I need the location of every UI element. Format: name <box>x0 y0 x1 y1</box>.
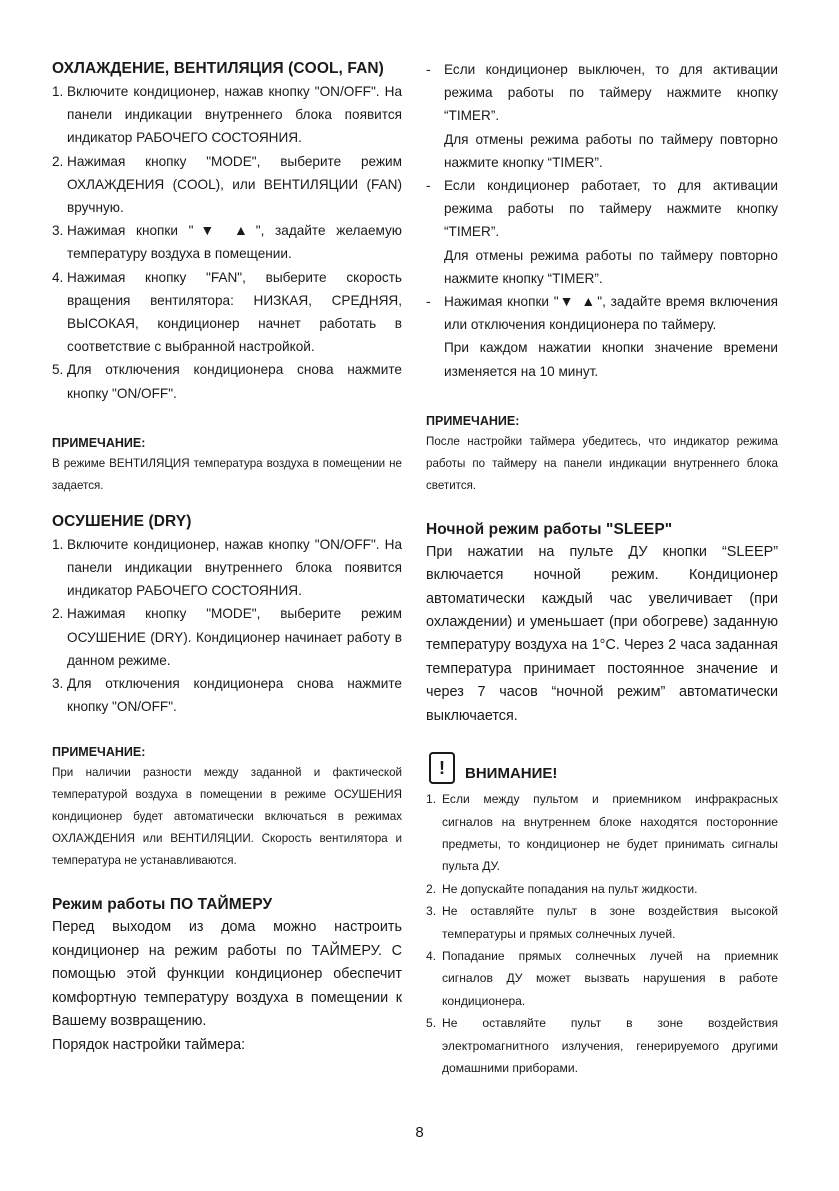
warning-icon: ! <box>429 752 455 784</box>
list-subtext: Для отмены режима работы по таймеру повторно нажмите кнопку “TIMER”. <box>444 131 778 170</box>
list-item: 4. Нажимая кнопку "FAN", выберите скорость вращения вентилятора: НИЗКАЯ, СРЕДНЯЯ, ВЫСОКАЯ, кондиционер начнет работать в соответствие с выбранной настройкой. <box>52 269 402 355</box>
list-item: - Нажимая кнопки "▼ ▲", задайте время включения или отключения кондиционера по таймеру. <box>426 293 778 333</box>
list-item: 3. Не оставляйте пульт в зоне воздействия высокой температуры и прямых солнечных лучей. <box>426 904 778 941</box>
list-item: 2. Нажимая кнопку "MODE", выберите режим ОХЛАЖДЕНИЯ (COOL), или ВЕНТИЛЯЦИИ (FAN) вручную. <box>52 153 402 216</box>
cool-fan-heading: ОХЛАЖДЕНИЕ, ВЕНТИЛЯЦИЯ (COOL, FAN) <box>52 60 384 77</box>
warning-title: ВНИМАНИЕ! <box>465 765 558 783</box>
list-item: 3. Для отключения кондиционера снова нажмите кнопку "ON/OFF". <box>52 676 402 715</box>
left-column <box>52 58 402 1057</box>
note-text: При наличии разности между заданной и фактической температурой воздуха в помещении в режиме ОСУШЕНИЯ кондиционер будет автоматически включаться в режимах ОХЛАЖДЕНИЯ или ВЕНТИЛЯЦИИ. Скорость вентилятора и температура не устанавливаются. <box>52 766 402 868</box>
dry-heading: ОСУШЕНИЕ (DRY) <box>52 512 192 530</box>
list-item: 5. Не оставляйте пульт в зоне воздействия электромагнитного излучения, генерируемого другими домашними приборами. <box>426 1016 778 1075</box>
note-heading: ПРИМЕЧАНИЕ: <box>52 745 146 760</box>
list-item: 3. Нажимая кнопки "▼ ▲", задайте желаемую температуру воздуха в помещении. <box>52 222 402 262</box>
cool-fan-steps <box>52 80 402 405</box>
list-item: 2. Не допускайте попадания на пульт жидкости. <box>426 881 698 896</box>
note-text: После настройки таймера убедитесь, что индикатор режима работы по таймеру на панели индикации внутреннего блока светится. <box>426 434 778 492</box>
page-number: 8 <box>415 1124 424 1141</box>
list-item: - Если кондиционер работает, то для активации режима работы по таймеру нажмите кнопку “TIMER”. <box>426 178 778 240</box>
note-heading: ПРИМЕЧАНИЕ: <box>52 435 146 450</box>
note-heading: ПРИМЕЧАНИЕ: <box>426 413 520 428</box>
down-up-arrows-icon: ▼ ▲ <box>558 293 598 310</box>
list-item: 5. Для отключения кондиционера снова нажмите кнопку "ON/OFF". <box>52 362 402 401</box>
sleep-heading: Ночной режим работы "SLEEP" <box>426 520 673 538</box>
warning-list <box>426 788 778 1079</box>
dry-steps <box>52 533 402 719</box>
list-item: 1. Включите кондиционер, нажав кнопку "ON/OFF". На панели индикации внутреннего блока появится индикатор РАБОЧЕГО СОСТОЯНИЯ. <box>52 84 402 146</box>
down-up-arrows-icon: ▼ ▲ <box>193 222 256 239</box>
list-item: 2. Нажимая кнопку "MODE", выберите режим ОСУШЕНИЕ (DRY). Кондиционер начинает работу в данном режиме. <box>52 606 402 668</box>
list-subtext: Для отмены режима работы по таймеру повторно нажмите кнопку “TIMER”. <box>444 247 778 286</box>
list-subtext: При каждом нажатии кнопки значение времени изменяется на 10 минут. <box>444 340 778 379</box>
list-item: - Если кондиционер выключен, то для активации режима работы по таймеру нажмите кнопку “TIMER”. <box>426 62 778 124</box>
right-column <box>426 58 778 1079</box>
timer-steps <box>426 58 778 383</box>
timer-order: Порядок настройки таймера: <box>52 1036 246 1053</box>
list-item: 4. Попадание прямых солнечных лучей на приемник сигналов ДУ может вызвать нарушения в работе кондиционера. <box>426 948 778 1008</box>
note-text: В режиме ВЕНТИЛЯЦИЯ температура воздуха в помещении не задается. <box>52 456 402 492</box>
timer-heading: Режим работы ПО ТАЙМЕРУ <box>52 896 273 914</box>
sleep-text: При нажатии на пульте ДУ кнопки “SLEEP” включается ночной режим. Кондиционер автоматически каждый час увеличивает (при охлаждении) и уменьшает (при обогреве) заданную температуру воздуха на 1°C. Через 2 часа заданная температура принимает постоянное значение и через 7 часов “ночной режим” автоматически выключается. <box>426 543 778 724</box>
list-item: 1. Включите кондиционер, нажав кнопку "ON/OFF". На панели индикации внутреннего блока появится индикатор РАБОЧЕГО СОСТОЯНИЯ. <box>52 536 402 599</box>
list-item: 1. Если между пультом и приемником инфракрасных сигналов на внутреннем блоке находятся посторонние предметы, то кондиционер не будет принимать сигналы пульта ДУ. <box>426 792 778 874</box>
timer-intro: Перед выходом из дома можно настроить кондиционер на режим работы по ТАЙМЕРУ. С помощью этой функции кондиционер обеспечит комфортную температуру воздуха в помещении к Вашему возвращению. <box>52 919 402 1030</box>
warning-header <box>426 752 778 784</box>
